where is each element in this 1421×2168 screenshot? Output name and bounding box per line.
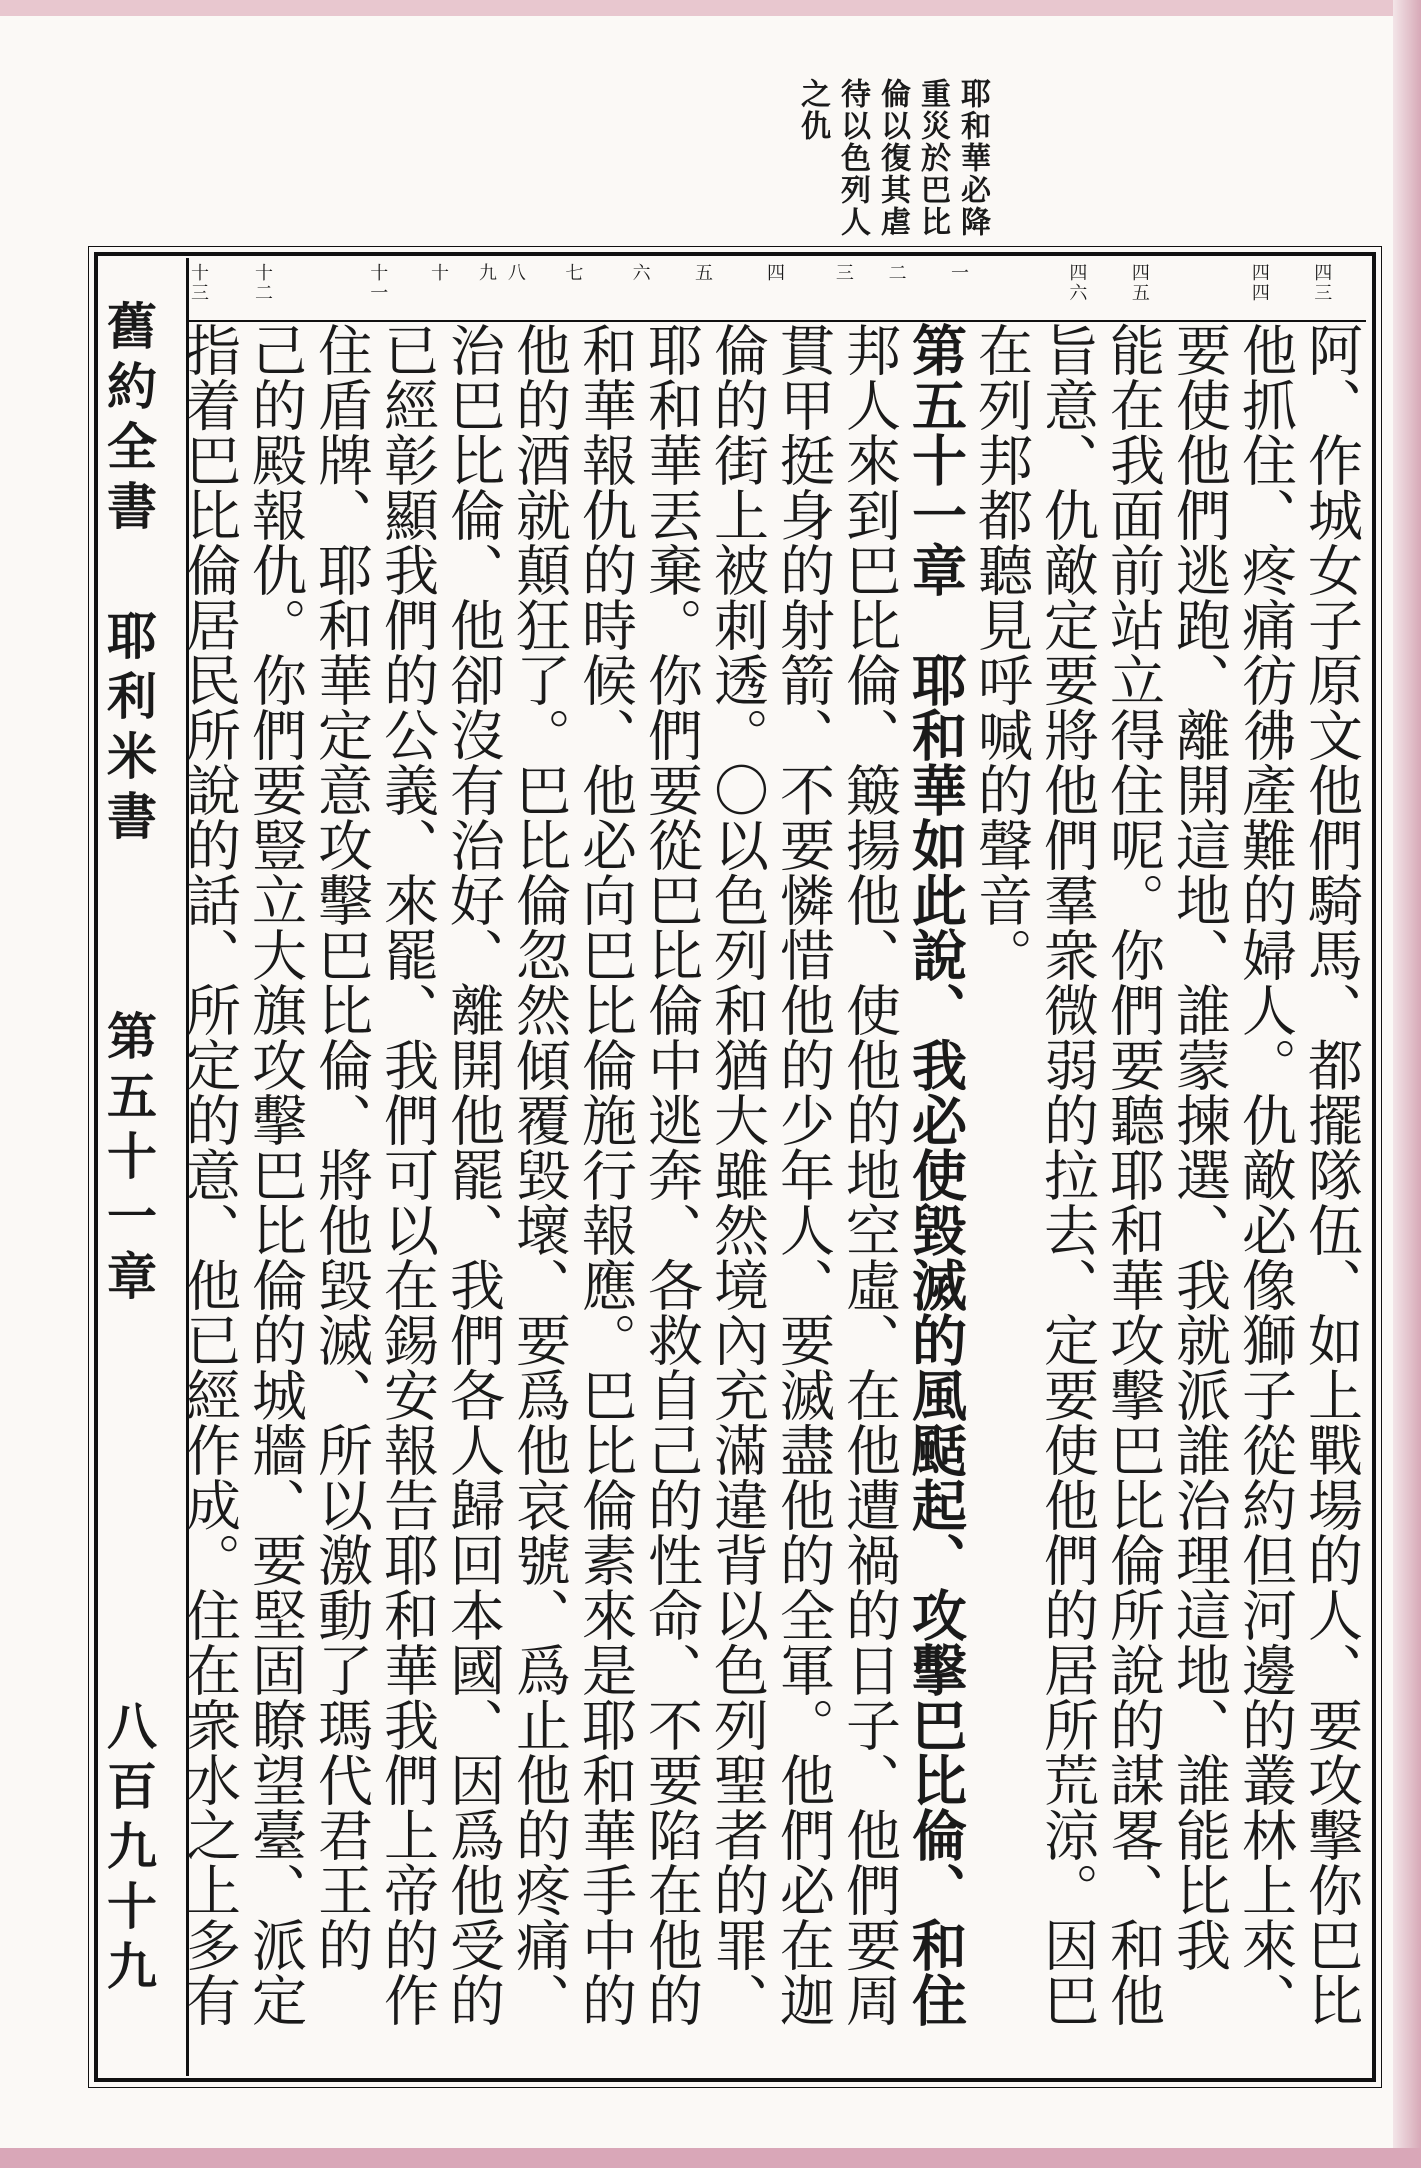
text-line: 能在我面前站立得住呢。你們要聽耶和華攻擊巴比倫所說的謀畧、和他: [1101, 322, 1165, 2027]
verse-number: 四 四: [1251, 263, 1270, 304]
side-note-line: 倫以復其虐: [875, 78, 910, 238]
verse-number: 八: [507, 263, 526, 284]
text-body: [176, 322, 1364, 2072]
side-note: [795, 78, 989, 238]
text-line: 己的殿報仇。你們要豎立大旗攻擊巴比倫的城牆、要堅固瞭望臺、派定: [243, 322, 307, 2027]
text-line: 倫的街上被刺透。〇以色列和猶大雖然境內充滿違背以色列聖者的罪、: [705, 322, 769, 2027]
verse-number: 四 六: [1069, 263, 1088, 304]
page-edge-top: [0, 0, 1421, 16]
side-note-line: 耶和華必降: [955, 78, 990, 238]
text-line: 已經彰顯我們的公義、來罷、我們可以在錫安報告耶和華我們上帝的作: [375, 322, 439, 2027]
text-line: 要使他們逃跑、離開這地、誰蒙揀選、我就派誰治理這地、誰能比我: [1167, 322, 1231, 1972]
running-head-book: 舊約全書: [99, 300, 158, 540]
verse-number: 四 三: [1314, 263, 1333, 304]
side-note-line: 待以色列人: [835, 78, 870, 238]
side-note-line: 之仇: [795, 78, 830, 142]
text-line: 旨意、仇敵定要將他們羣衆微弱的拉去、定要使他們的居所荒涼。因巴: [1035, 322, 1099, 2027]
verse-number: 二: [888, 263, 907, 284]
verse-number: 六: [632, 263, 651, 284]
text-line: 住盾牌、耶和華定意攻擊巴比倫、將他毀滅、所以激動了瑪代君王的: [309, 322, 373, 1972]
verse-number: 四 五: [1131, 263, 1150, 304]
verse-number: 十 三: [191, 263, 209, 304]
text-line: 他抓住、疼痛彷彿產難的婦人。仇敵必像獅子從約但河邊的叢林上來、: [1233, 322, 1297, 2027]
verse-number: 五: [695, 263, 713, 284]
verse-number-row: [189, 260, 1366, 322]
text-line: 治巴比倫、他卻沒有治好、離開他罷、我們各人歸回本國、因爲他受的: [441, 322, 505, 2027]
text-line: 耶和華丟棄。你們要從巴比倫中逃奔、各救自己的性命、不要陷在他的: [639, 322, 703, 2027]
text-line: 貫甲挺身的射箭、不要憐惜他的少年人、要滅盡他的全軍。他們必在迦: [771, 322, 835, 2027]
text-line: 他的酒就顛狂了。巴比倫忽然傾覆毀壞、要爲他哀號、爲止他的疼痛、: [507, 322, 571, 2027]
page-edge-bottom: [0, 2148, 1421, 2168]
text-line: 阿、作城女子原文他們騎馬、都擺隊伍、如上戰場的人、要攻擊你巴比: [1299, 322, 1363, 2027]
page-edge-right: [1393, 0, 1421, 2168]
verse-number: 十 一: [370, 263, 389, 304]
verse-number: 九: [479, 263, 497, 284]
chapter-heading-line: 第五十一章 耶和華如此說、我必使毀滅的風颳起、攻擊巴比倫、和住: [903, 322, 968, 2027]
text-line: 邦人來到巴比倫、簸揚他、使他的地空虛、在他遭禍的日子、他們要周: [837, 322, 901, 2027]
text-line: 和華報仇的時候、他必向巴比倫施行報應。巴比倫素來是耶和華手中的: [573, 322, 637, 2027]
verse-number: 十 二: [255, 263, 273, 304]
verse-number: 一: [951, 263, 969, 284]
text-area: [177, 258, 1366, 2076]
verse-number: 三: [835, 263, 854, 284]
text-line: 在列邦都聽見呼喊的聲音。: [969, 322, 1033, 982]
running-head-chapter: 第五十一章: [99, 1010, 158, 1310]
verse-number: 四: [767, 263, 785, 284]
verse-number: 十: [431, 263, 449, 284]
side-note-line: 重災於巴比: [915, 78, 950, 238]
running-head-page: 八百九十九: [99, 1700, 158, 2000]
running-head-title: 耶利米書: [99, 610, 158, 850]
text-line: 指着巴比倫居民所說的話、所定的意、他已經作成。住在衆水之上多有: [177, 322, 241, 2027]
verse-number: 七: [565, 263, 584, 284]
